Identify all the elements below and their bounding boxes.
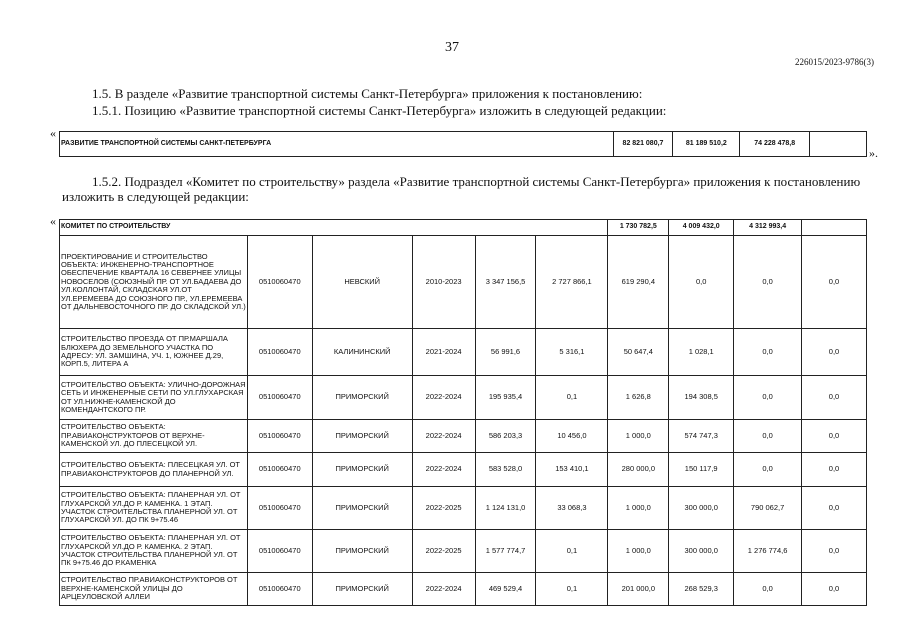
table-row	[60, 329, 867, 376]
total-cost: 1 577 774,7	[475, 530, 536, 573]
budget-code: 0510060470	[247, 487, 312, 530]
spent-amount: 33 068,3	[536, 487, 608, 530]
year-3-amount: 0,0	[734, 420, 802, 453]
project-name: ПРОЕКТИРОВАНИЕ И СТРОИТЕЛЬСТВО ОБЪЕКТА: ИНЖЕНЕРНО-ТРАНСПОРТНОЕ ОБЕСПЕЧЕНИЕ КВАРТАЛА 16 СЕВЕРНЕЕ УЛИЦЫ НОВОСЕЛОВ (СОЮЗНЫЙ ПР. ОТ УЛ.БАДАЕВА ДО УЛ.КОЛЛОНТАЙ, СКЛАДСКАЯ УЛ.ОТ УЛ.ЕРЕМЕЕВА ДО СОЮЗНОГО ПР., УЛ.ЕРЕМЕЕВА ОТ ДАЛЬНЕВОСТОЧНОГО ПР. ДО СКЛАДСКОЙ УЛ.)	[60, 236, 248, 329]
total-cost: 469 529,4	[475, 573, 536, 606]
district: ПРИМОРСКИЙ	[312, 420, 412, 453]
year-1-amount: 280 000,0	[608, 453, 669, 487]
year-2-amount: 300 000,0	[669, 487, 734, 530]
district: КАЛИНИНСКИЙ	[312, 329, 412, 376]
period: 2022-2024	[412, 453, 475, 487]
year-1-amount: 1 000,0	[608, 420, 669, 453]
table-row	[60, 530, 867, 573]
period: 2022-2025	[412, 530, 475, 573]
spent-amount: 0,1	[536, 376, 608, 420]
project-name: СТРОИТЕЛЬСТВО ПР.АВИАКОНСТРУКТОРОВ ОТ ВЕРХНЕ-КАМЕНСКОЙ УЛИЦЫ ДО АРЦЕУЛОВСКОЙ АЛЛЕИ	[60, 573, 248, 606]
year-3-amount: 0,0	[734, 376, 802, 420]
year-3-amount: 1 276 774,6	[734, 530, 802, 573]
project-name: СТРОИТЕЛЬСТВО ОБЪЕКТА: ПР.АВИАКОНСТРУКТОРОВ ОТ ВЕРХНЕ-КАМЕНСКОЙ УЛ. ДО ПЛЕСЕЦКОЙ УЛ.	[60, 420, 248, 453]
committee-label: КОМИТЕТ ПО СТРОИТЕЛЬСТВУ	[60, 220, 608, 236]
year-1-amount: 50 647,4	[608, 329, 669, 376]
table-row	[60, 420, 867, 453]
open-quote: «	[50, 126, 56, 140]
period: 2010-2023	[412, 236, 475, 329]
table-transport-system-total	[59, 131, 867, 157]
page-number: 37	[445, 40, 459, 55]
year-2-amount: 1 028,1	[669, 329, 734, 376]
spent-amount: 0,1	[536, 573, 608, 606]
budget-code: 0510060470	[247, 453, 312, 487]
paragraph-1-5: 1.5. В разделе «Развитие транспортной системы Санкт-Петербурга» приложения к постановлению:	[92, 86, 643, 101]
year-3-amount: 0,0	[734, 453, 802, 487]
district: НЕВСКИЙ	[312, 236, 412, 329]
committee-value-1: 1 730 782,5	[608, 220, 669, 236]
budget-code: 0510060470	[247, 329, 312, 376]
project-name: СТРОИТЕЛЬСТВО ОБЪЕКТА: УЛИЧНО-ДОРОЖНАЯ СЕТЬ И ИНЖЕНЕРНЫЕ СЕТИ ПО УЛ.ГЛУХАРСКАЯ ОТ УЛ.НИЖНЕ-КАМЕНСКОЙ ДО КОМЕНДАНТСКОГО ПР.	[60, 376, 248, 420]
year-4-amount: 0,0	[802, 573, 867, 606]
project-name: СТРОИТЕЛЬСТВО ОБЪЕКТА: ПЛЕСЕЦКАЯ УЛ. ОТ ПР.АВИАКОНСТРУКТОРОВ ДО ПЛАНЕРНОЙ УЛ.	[60, 453, 248, 487]
budget-code: 0510060470	[247, 573, 312, 606]
total-cost: 56 991,6	[475, 329, 536, 376]
district: ПРИМОРСКИЙ	[312, 376, 412, 420]
table1-label: РАЗВИТИЕ ТРАНСПОРТНОЙ СИСТЕМЫ САНКТ-ПЕТЕРБУРГА	[60, 132, 614, 157]
period: 2022-2024	[412, 376, 475, 420]
total-cost: 586 203,3	[475, 420, 536, 453]
year-4-amount: 0,0	[802, 453, 867, 487]
spent-amount: 2 727 866,1	[536, 236, 608, 329]
document-number: 226015/2023-9786(3)	[795, 57, 874, 67]
year-2-amount: 0,0	[669, 236, 734, 329]
district: ПРИМОРСКИЙ	[312, 573, 412, 606]
year-3-amount: 0,0	[734, 236, 802, 329]
year-3-amount: 790 062,7	[734, 487, 802, 530]
paragraph-1-5-1: 1.5.1. Позицию «Развитие транспортной системы Санкт-Петербурга» изложить в следующей редакции:	[92, 103, 667, 118]
budget-code: 0510060470	[247, 420, 312, 453]
year-4-amount: 0,0	[802, 530, 867, 573]
table-row	[60, 376, 867, 420]
year-2-amount: 574 747,3	[669, 420, 734, 453]
total-cost: 1 124 131,0	[475, 487, 536, 530]
table1-value-1: 82 821 080,7	[613, 132, 673, 157]
year-4-amount: 0,0	[802, 236, 867, 329]
period: 2022-2025	[412, 487, 475, 530]
year-4-amount: 0,0	[802, 329, 867, 376]
table1-empty-cell	[810, 132, 867, 157]
budget-code: 0510060470	[247, 530, 312, 573]
spent-amount: 153 410,1	[536, 453, 608, 487]
table-construction-committee	[59, 219, 867, 606]
year-2-amount: 268 529,3	[669, 573, 734, 606]
table-row	[60, 236, 867, 329]
budget-code: 0510060470	[247, 376, 312, 420]
year-3-amount: 0,0	[734, 329, 802, 376]
period: 2022-2024	[412, 420, 475, 453]
year-4-amount: 0,0	[802, 420, 867, 453]
year-1-amount: 1 626,8	[608, 376, 669, 420]
project-name: СТРОИТЕЛЬСТВО ОБЪЕКТА: ПЛАНЕРНАЯ УЛ. ОТ ГЛУХАРСКОЙ УЛ.ДО Р. КАМЕНКА. 2 ЭТАП. УЧАСТОК СТРОИТЕЛЬСТВА ПЛАНЕРНОЙ УЛ. ОТ ПК 9+75.46 ДО Р.КАМЕНКА	[60, 530, 248, 573]
committee-value-3: 4 312 993,4	[734, 220, 802, 236]
committee-value-2: 4 009 432,0	[669, 220, 734, 236]
spent-amount: 10 456,0	[536, 420, 608, 453]
spent-amount: 0,1	[536, 530, 608, 573]
committee-header-row	[60, 220, 867, 236]
year-2-amount: 194 308,5	[669, 376, 734, 420]
spent-amount: 5 316,1	[536, 329, 608, 376]
budget-code: 0510060470	[247, 236, 312, 329]
table-row	[60, 573, 867, 606]
table1-value-2: 81 189 510,2	[673, 132, 740, 157]
project-name: СТРОИТЕЛЬСТВО ОБЪЕКТА: ПЛАНЕРНАЯ УЛ. ОТ ГЛУХАРСКОЙ УЛ.ДО Р. КАМЕНКА. 1 ЭТАП. УЧАСТОК СТРОИТЕЛЬСТВА ПЛАНЕРНОЙ УЛ. ОТ ГЛУХАРСКОЙ УЛ. ДО ПК 9+75.46	[60, 487, 248, 530]
paragraph-1-5-2: 1.5.2. Подраздел «Комитет по строительству» раздела «Развитие транспортной системы Санкт-Петербурга» приложения к постановлению	[92, 174, 861, 189]
year-3-amount: 0,0	[734, 573, 802, 606]
district: ПРИМОРСКИЙ	[312, 453, 412, 487]
year-1-amount: 201 000,0	[608, 573, 669, 606]
year-4-amount: 0,0	[802, 487, 867, 530]
paragraph-1-5-2-cont: изложить в следующей редакции:	[62, 189, 249, 204]
close-quote: ».	[869, 146, 878, 160]
year-1-amount: 619 290,4	[608, 236, 669, 329]
project-name: СТРОИТЕЛЬСТВО ПРОЕЗДА ОТ ПР.МАРШАЛА БЛЮХЕРА ДО ЗЕМЕЛЬНОГО УЧАСТКА ПО АДРЕСУ: УЛ. ЗАМШИНА, УЧ. 1, ЮЖНЕЕ Д.29, КОРП.5, ЛИТЕРА А	[60, 329, 248, 376]
period: 2021-2024	[412, 329, 475, 376]
table-row	[60, 487, 867, 530]
year-1-amount: 1 000,0	[608, 487, 669, 530]
period: 2022-2024	[412, 573, 475, 606]
committee-empty-cell	[802, 220, 867, 236]
table-row	[60, 453, 867, 487]
open-quote-2: «	[50, 214, 56, 228]
total-cost: 583 528,0	[475, 453, 536, 487]
table1-value-3: 74 228 478,8	[740, 132, 810, 157]
year-4-amount: 0,0	[802, 376, 867, 420]
year-1-amount: 1 000,0	[608, 530, 669, 573]
year-2-amount: 150 117,9	[669, 453, 734, 487]
district: ПРИМОРСКИЙ	[312, 530, 412, 573]
total-cost: 195 935,4	[475, 376, 536, 420]
total-cost: 3 347 156,5	[475, 236, 536, 329]
year-2-amount: 300 000,0	[669, 530, 734, 573]
district: ПРИМОРСКИЙ	[312, 487, 412, 530]
